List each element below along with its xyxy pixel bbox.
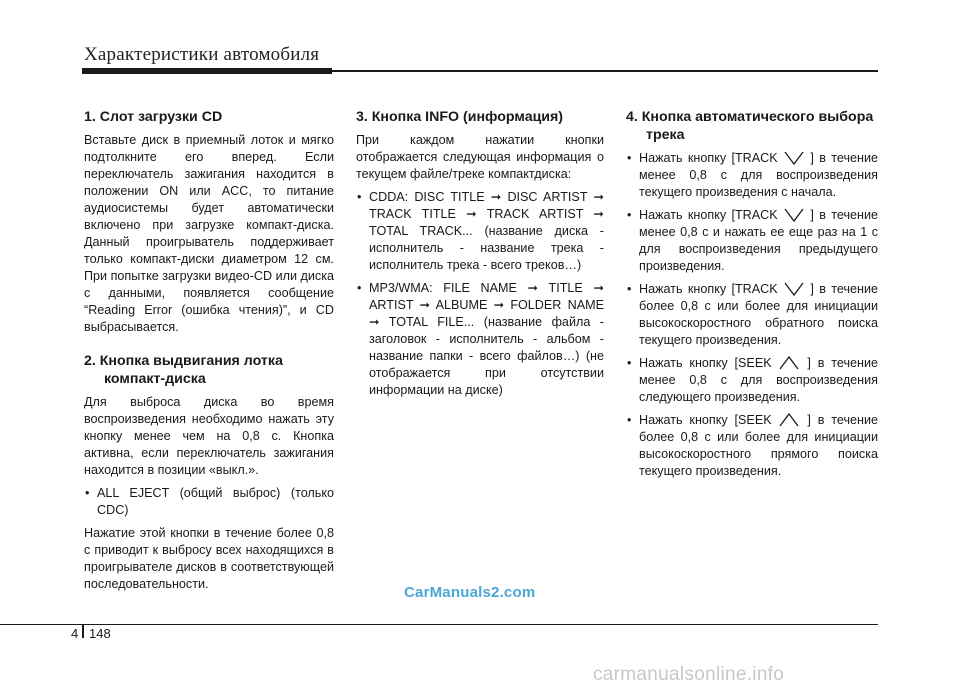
footer-rule — [0, 624, 878, 625]
list-item: • ALL EJECT (общий выброс) (только CDC) — [84, 485, 334, 519]
section-3-list — [356, 189, 604, 399]
section-2-text-2: Нажатие этой кнопки в течение более 0,8 с приводит к выбросу всех находящихся в проигрывателе дисков в соответствующей последовательности. — [84, 526, 334, 591]
header-rule-thin — [332, 70, 878, 72]
section-4-title: 4. Кнопка автоматического выбора трека — [626, 109, 874, 143]
header-title: Характеристики автомобиля — [84, 44, 320, 65]
bullet-text-post: ] в течение менее 0,8 с для воспроизведения следующего произведения. — [639, 356, 879, 404]
list-item — [626, 412, 878, 480]
section-2-list — [84, 485, 334, 519]
chevron-up-icon — [779, 413, 799, 427]
chevron-up-icon — [779, 356, 799, 370]
footer-divider — [82, 624, 84, 638]
bottom-watermark: carmanualsonline.info — [593, 664, 785, 685]
bullet-text-pre: Нажать кнопку [TRACK — [639, 208, 778, 222]
chevron-down-icon — [784, 151, 804, 165]
section-2-title: 2. Кнопка выдвигания лотка компакт-диска — [84, 353, 283, 387]
list-item — [626, 150, 878, 201]
section-number: 4 — [71, 626, 79, 641]
bullet-text-post: ] в течение более 0,8 с или более для инициации высокоскоростного прямого поиска текущего произведения. — [639, 413, 879, 478]
list-item — [626, 355, 878, 406]
bullet-text-pre: Нажать кнопку [TRACK — [639, 282, 778, 296]
list-item: • MP3/WMA: FILE NAME ➞ TITLE ➞ ARTIST ➞ ALBUME ➞ FOLDER NAME ➞ TOTAL FILE... (название файла - заголовок - исполнитель - альбом - название папки - всего файлов…) (не отображается при отсутствии информации на диске) — [356, 280, 604, 399]
section-2-text: Для выброса диска во время воспроизведения необходимо нажать эту кнопку менее чем на 0,8 с. Кнопка активна, если переключатель зажигания находится в позиции «выкл.». — [84, 395, 334, 477]
section-3-text: При каждом нажатии кнопки отображается следующая информация о текущем файле/треке компактдиска: — [356, 133, 604, 181]
list-item — [626, 207, 878, 275]
section-1-title: 1. Слот загрузки CD — [84, 109, 223, 125]
column-1 — [84, 108, 334, 593]
bullet-text-pre: Нажать кнопку [TRACK — [639, 151, 778, 165]
chevron-down-icon — [784, 208, 804, 222]
list-item — [626, 281, 878, 349]
bullet-text-post: ] в течение менее 0,8 с для воспроизведения текущего произведения с начала. — [639, 151, 879, 199]
bullet-text-post: ] в течение более 0,8 с или более для инициации высокоскоростного обратного поиска текущего произведения. — [639, 282, 879, 347]
chevron-down-icon — [784, 282, 804, 296]
bullet-text-pre: Нажать кнопку [SEEK — [639, 413, 772, 427]
header-rule-thick — [82, 68, 332, 74]
list-item: • CDDA: DISC TITLE ➞ DISC ARTIST ➞ TRACK TITLE ➞ TRACK ARTIST ➞ TOTAL TRACK... (название диска - исполнитель - название трека - исполнитель трека - всего треков…) — [356, 189, 604, 274]
column-3 — [626, 108, 878, 486]
section-3-title: 3. Кнопка INFO (информация) — [356, 109, 564, 125]
bullet-text-pre: Нажать кнопку [SEEK — [639, 356, 772, 370]
column-2 — [356, 108, 604, 405]
page-number: 148 — [89, 626, 111, 641]
watermark-link[interactable]: CarManuals2.com — [404, 584, 536, 601]
bullet-text-post: ] в течение менее 0,8 с и нажать ее еще раз на 1 с для воспроизведения предыдущего произведения. — [639, 208, 879, 273]
section-1-text: Вставьте диск в приемный лоток и мягко подтолкните его вперед. Если переключатель зажигания находится в положении ON или ACC, то питание аудиосистемы будет автоматически включено при загрузке компакт-диска. Данный проигрыватель поддерживает только компакт-диски диаметром 12 см. При попытке загрузки видео-CD или диска с данными, появляется сообщение “Reading Error (ошибка чтения)”, и CD выбрасывается. — [84, 133, 334, 334]
section-4-list — [626, 150, 878, 480]
